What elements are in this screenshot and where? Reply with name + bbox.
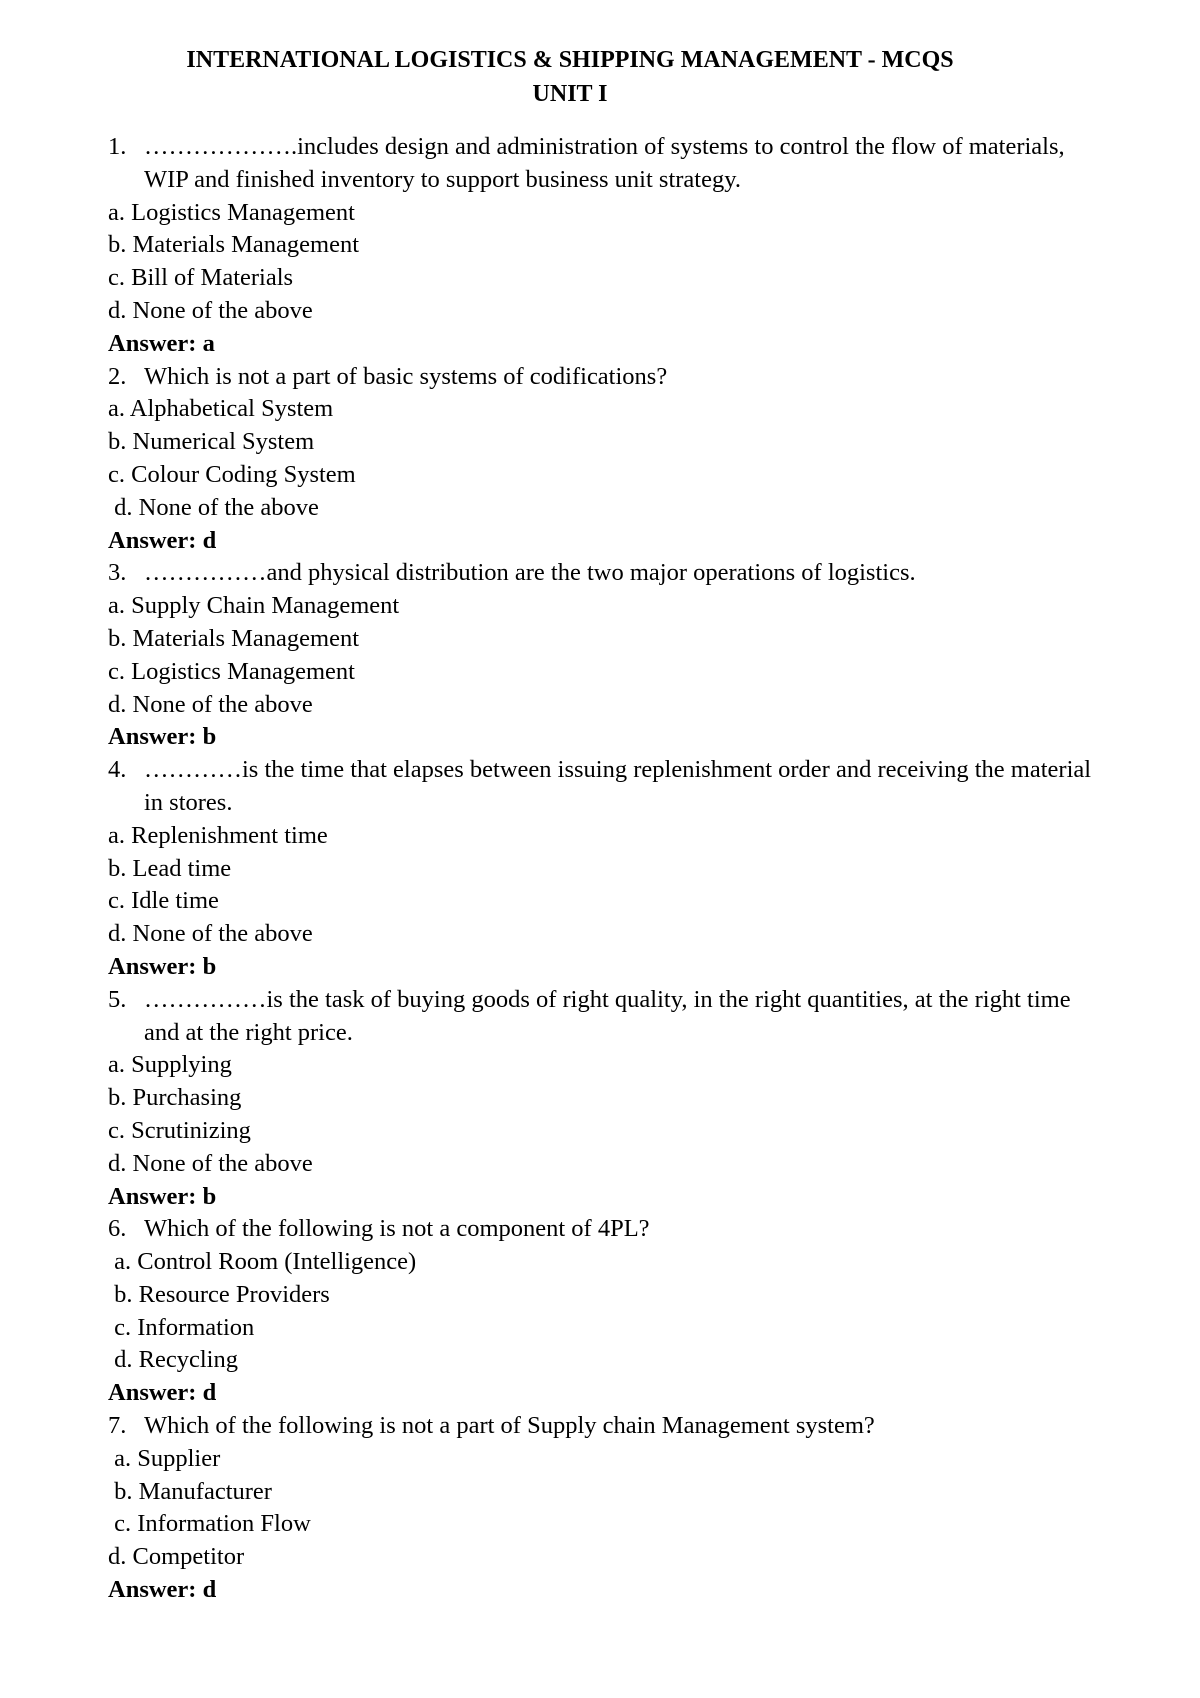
answer-option: c. Idle time <box>108 887 219 915</box>
answer-key: Answer: b <box>108 723 217 751</box>
answer-key: Answer: b <box>108 952 217 980</box>
answer-option: a. Supplier <box>108 1444 221 1472</box>
answer-option: a. Alphabetical System <box>108 395 334 423</box>
answer-option: b. Resource Providers <box>108 1280 330 1308</box>
answer-option: d. None of the above <box>108 296 313 324</box>
question-number: 3. <box>108 559 127 587</box>
question-text: Which is not a part of basic systems of codifications? <box>144 362 668 390</box>
answer-option: c. Scrutinizing <box>108 1116 251 1144</box>
answer-option: b. Materials Management <box>108 624 360 652</box>
question-number: 6. <box>108 1215 127 1243</box>
answer-key: Answer: d <box>108 1576 217 1604</box>
question-stem <box>108 1410 1108 1443</box>
question-text: Which of the following is not a component of 4PL? <box>144 1215 650 1243</box>
unit-heading: UNIT I <box>532 81 608 107</box>
question-block <box>108 754 1108 984</box>
answer-key: Answer: d <box>108 526 217 554</box>
question-list <box>108 131 1108 1607</box>
question-text: ……………and physical distribution are the two major operations of logistics. <box>144 559 916 587</box>
answer-option: a. Replenishment time <box>108 821 328 849</box>
question-number: 2. <box>108 362 127 390</box>
question-stem <box>108 361 1108 394</box>
answer-option: c. Bill of Materials <box>108 264 294 292</box>
question-block <box>108 1213 1108 1410</box>
document-title: INTERNATIONAL LOGISTICS & SHIPPING MANAGEMENT - MCQS <box>186 47 954 73</box>
question-number: 5. <box>108 985 127 1013</box>
question-stem <box>108 754 1108 820</box>
question-text: ……………….includes design and administration of systems to control the flow of materials, WIP and finished inventory to support business unit strategy. <box>144 133 1065 193</box>
question-number: 4. <box>108 756 127 784</box>
question-block <box>108 361 1108 558</box>
answer-key: Answer: a <box>108 329 215 357</box>
answer-option: b. Lead time <box>108 854 232 882</box>
answer-option: d. None of the above <box>108 493 319 521</box>
answer-key: Answer: d <box>108 1379 217 1407</box>
question-stem <box>108 984 1108 1050</box>
answer-option: b. Numerical System <box>108 428 315 456</box>
answer-option: d. Recycling <box>108 1346 238 1374</box>
answer-option: b. Purchasing <box>108 1084 242 1112</box>
question-text: …………is the time that elapses between issuing replenishment order and receiving the material in stores. <box>144 756 1092 816</box>
question-stem <box>108 1213 1108 1246</box>
answer-option: c. Logistics Management <box>108 657 355 685</box>
question-stem <box>108 131 1108 197</box>
answer-option: c. Colour Coding System <box>108 460 356 488</box>
question-text: Which of the following is not a part of Supply chain Management system? <box>144 1412 875 1440</box>
question-block <box>108 131 1108 361</box>
answer-option: d. Competitor <box>108 1543 245 1571</box>
answer-option: d. None of the above <box>108 1149 313 1177</box>
question-block <box>108 984 1108 1214</box>
question-number: 1. <box>108 133 127 160</box>
answer-option: b. Materials Management <box>108 231 360 259</box>
answer-key: Answer: b <box>108 1182 217 1210</box>
answer-option: a. Logistics Management <box>108 198 355 226</box>
answer-option: c. Information <box>108 1313 255 1341</box>
question-block <box>108 1410 1108 1607</box>
question-text: ……………is the task of buying goods of right quality, in the right quantities, at the right time and at the right price. <box>144 985 1071 1046</box>
answer-option: a. Supply Chain Management <box>108 592 400 620</box>
answer-option: a. Supplying <box>108 1051 232 1079</box>
answer-option: a. Control Room (Intelligence) <box>108 1248 417 1276</box>
question-block <box>108 557 1108 754</box>
answer-option: b. Manufacturer <box>108 1477 272 1505</box>
question-stem <box>108 557 1108 590</box>
answer-option: c. Information Flow <box>108 1510 311 1538</box>
answer-option: d. None of the above <box>108 690 313 718</box>
answer-option: d. None of the above <box>108 920 313 948</box>
question-number: 7. <box>108 1412 127 1440</box>
